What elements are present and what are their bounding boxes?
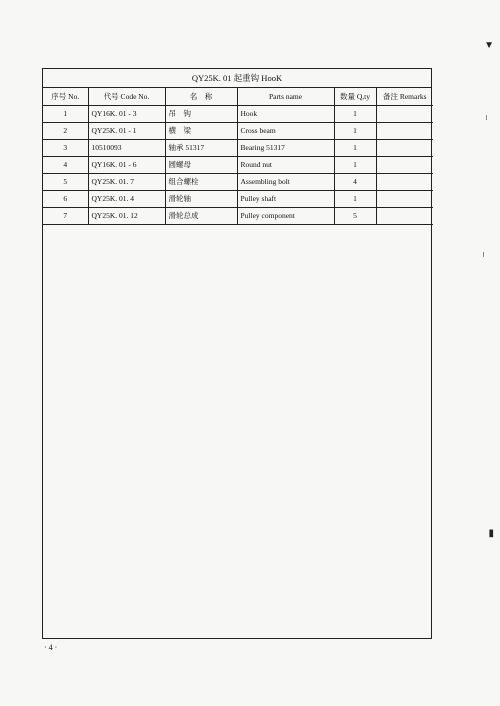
- cell-code: QY25K. 01. 12: [88, 207, 165, 224]
- cell-no: 7: [43, 207, 88, 224]
- cell-code: QY25K. 01. 7: [88, 173, 165, 190]
- cell-name-cn: 滑轮轴: [165, 190, 237, 207]
- cell-remarks: [376, 207, 433, 224]
- cell-code: QY25K. 01 - 1: [88, 122, 165, 139]
- table-row: [43, 156, 433, 173]
- header-code: 代号 Code No.: [88, 88, 165, 105]
- cell-no: 6: [43, 190, 88, 207]
- cell-qty: 1: [334, 105, 376, 122]
- cell-name-en: Hook: [237, 105, 334, 122]
- cell-no: 5: [43, 173, 88, 190]
- cell-remarks: [376, 190, 433, 207]
- cell-qty: 5: [334, 207, 376, 224]
- cell-qty: 1: [334, 190, 376, 207]
- header-name-cn: 名 称: [165, 88, 237, 105]
- cell-name-en: Cross beam: [237, 122, 334, 139]
- cell-name-cn: 组合螺栓: [165, 173, 237, 190]
- cell-qty: 1: [334, 156, 376, 173]
- cell-no: 3: [43, 139, 88, 156]
- cell-remarks: [376, 122, 433, 139]
- cell-name-cn: 轴承 51317: [165, 139, 237, 156]
- cell-no: 1: [43, 105, 88, 122]
- cell-code: QY25K. 01. 4: [88, 190, 165, 207]
- cell-code: 10510093: [88, 139, 165, 156]
- scan-speck: [486, 115, 487, 120]
- cell-qty: 1: [334, 122, 376, 139]
- header-qty: 数量 Q,ty: [334, 88, 376, 105]
- parts-table: [43, 88, 433, 225]
- table-row: [43, 105, 433, 122]
- table-row: [43, 173, 433, 190]
- header-no: 序号 No.: [43, 88, 88, 105]
- cell-code: QY16K. 01 - 3: [88, 105, 165, 122]
- table-row: [43, 190, 433, 207]
- scan-mark-bottom: ▮: [488, 528, 494, 539]
- cell-name-cn: 圆螺母: [165, 156, 237, 173]
- table-row: [43, 122, 433, 139]
- cell-remarks: [376, 139, 433, 156]
- cell-remarks: [376, 173, 433, 190]
- page-number: · 4 ·: [44, 643, 58, 652]
- cell-name-cn: 横 梁: [165, 122, 237, 139]
- scan-speck: [483, 252, 484, 257]
- cell-name-en: Assembling bolt: [237, 173, 334, 190]
- cell-name-en: Pulley shaft: [237, 190, 334, 207]
- scan-mark-top: ▼: [484, 40, 494, 51]
- cell-name-en: Bearing 51317: [237, 139, 334, 156]
- table-header-row: [43, 88, 433, 105]
- cell-remarks: [376, 105, 433, 122]
- header-parts-name: Parts name: [237, 88, 334, 105]
- table-row: [43, 207, 433, 224]
- cell-name-en: Round nut: [237, 156, 334, 173]
- cell-name-cn: 滑轮总成: [165, 207, 237, 224]
- cell-remarks: [376, 156, 433, 173]
- parts-list-frame: [42, 68, 432, 639]
- cell-name-cn: 吊 钩: [165, 105, 237, 122]
- cell-code: QY16K. 01 - 6: [88, 156, 165, 173]
- header-remarks: 备注 Remarks: [376, 88, 433, 105]
- cell-name-en: Pulley component: [237, 207, 334, 224]
- cell-no: 4: [43, 156, 88, 173]
- cell-qty: 4: [334, 173, 376, 190]
- parts-list-title: QY25K. 01 起重钩 HooK: [43, 69, 431, 88]
- cell-qty: 1: [334, 139, 376, 156]
- cell-no: 2: [43, 122, 88, 139]
- table-row: [43, 139, 433, 156]
